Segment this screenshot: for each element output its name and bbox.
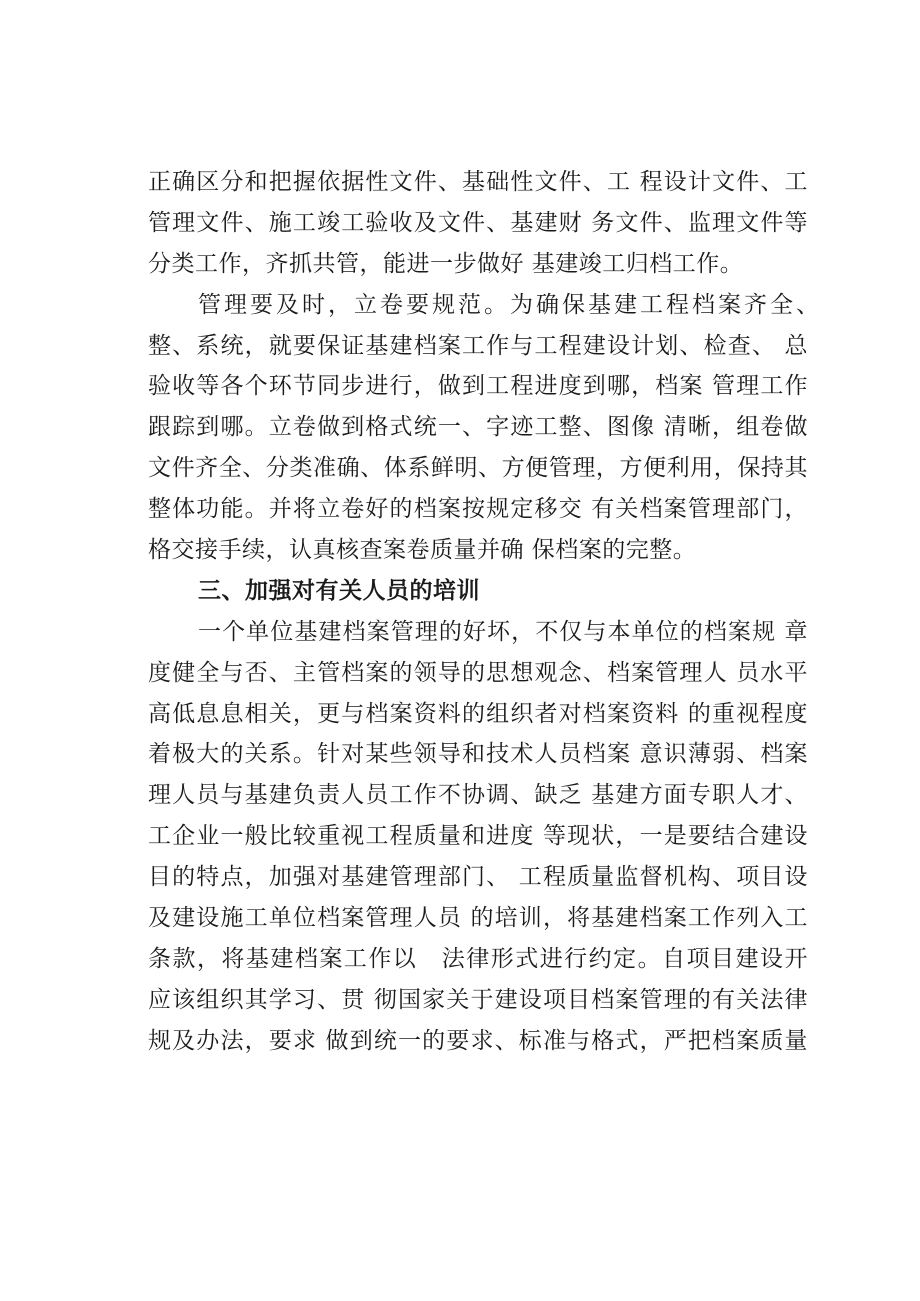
paragraph-line: 正确区分和把握依据性文件、基础性文件、工 程设计文件、工	[148, 169, 808, 195]
paragraph-line: 分类工作，齐抓共管，能进一步做好 基建竣工归档工作。	[148, 250, 744, 277]
paragraph-line: 目的特点，加强对基建管理部门、 工程质量监督机构、项目设	[148, 864, 808, 891]
document-body	[148, 162, 808, 1062]
paragraph-line: 文件齐全、分类准确、体系鲜明、方便管理，方便利用，保持其	[148, 455, 808, 482]
paragraph-line: 及建设施工单位档案管理人员 的培训，将基建档案工作列入工	[148, 905, 808, 932]
paragraph-line: 一个单位基建档案管理的好坏，不仅与本单位的档案规 章	[198, 618, 808, 645]
paragraph-line: 理人员与基建负责人员工作不协调、缺乏 基建方面专职人才、	[148, 782, 808, 809]
paragraph-line: 应该组织其学习、贯 彻国家关于建设项目档案管理的有关法律	[148, 986, 808, 1013]
section-heading: 三、加强对有关人员的培训	[198, 577, 480, 604]
paragraph-line: 条款，将基建档案工作以 法律形式进行约定。自项目建设开	[148, 945, 808, 972]
paragraph-line: 工企业一般比较重视工程质量和进度 等现状，一是要结合建设	[148, 823, 808, 850]
paragraph-line: 管理要及时，立卷要规范。为确保基建工程档案齐全、	[198, 291, 808, 318]
paragraph-line: 度健全与否、主管档案的领导的思想观念、档案管理人 员水平	[148, 659, 808, 686]
paragraph-line: 管理文件、施工竣工验收及文件、基建财 务文件、监理文件等	[148, 209, 808, 236]
paragraph-line: 整、系统，就要保证基建档案工作与工程建设计划、检查、 总	[148, 332, 808, 359]
paragraph-line: 验收等各个环节同步进行，做到工程进度到哪，档案 管理工作	[148, 373, 808, 400]
paragraph-line: 跟踪到哪。立卷做到格式统一、字迹工整、图像 清晰，组卷做	[148, 414, 808, 441]
paragraph-line: 高低息息相关，更与档案资料的组织者对档案资料 的重视程度	[148, 700, 808, 727]
paragraph-line: 着极大的关系。针对某些领导和技术人员档案 意识薄弱、档案	[148, 741, 808, 768]
paragraph-line: 整体功能。并将立卷好的档案按规定移交 有关档案管理部门，	[148, 496, 808, 523]
paragraph-line: 规及办法，要求 做到统一的要求、标准与格式，严把档案质量	[148, 1027, 808, 1054]
paragraph-line: 格交接手续，认真核查案卷质量并确 保档案的完整。	[148, 537, 697, 564]
